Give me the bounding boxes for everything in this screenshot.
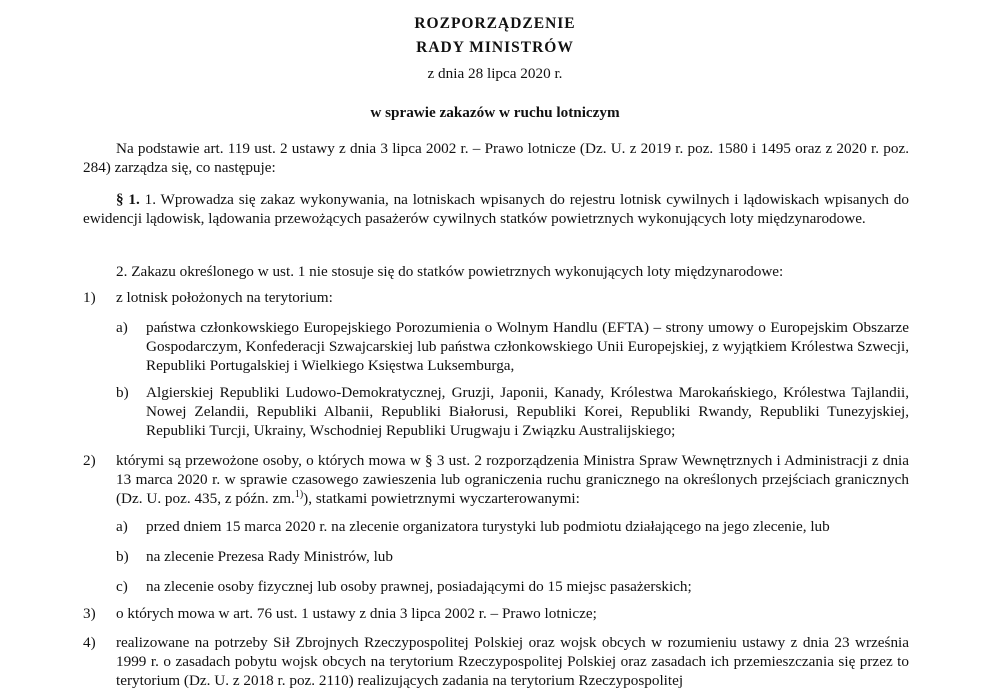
document-subject: w sprawie zakazów w ruchu lotniczym — [370, 104, 620, 121]
letter-text: na zlecenie osoby fizycznej lub osoby prawnej, posiadającymi do 15 miejsc pasażerskich; — [146, 578, 692, 595]
point-number: 3) — [83, 605, 96, 622]
letter-text: przed dniem 15 marca 2020 r. na zlecenie organizatora turystyki lub podmiotu działającego na jego zlecenie, lub — [146, 518, 830, 535]
point-text — [116, 451, 909, 508]
section-1-ust-1 — [83, 190, 909, 228]
document-title-line1: ROZPORZĄDZENIE — [414, 15, 576, 32]
section-1-ust-1-text: 1. Wprowadza się zakaz wykonywania, na lotniskach wpisanych do rejestru lotnisk cywilnych i lądowiskach wpisanych do ewidencji lądowisk, lądowania przewożących pasażerów cywilnych statków powietrznych wykonujących loty międzynarodowe. — [83, 191, 909, 227]
letter-label: a) — [116, 319, 128, 336]
letter-text: Algierskiej Republiki Ludowo-Demokratycznej, Gruzji, Japonii, Kanady, Królestwa Marokańskiego, Królestwa Tajlandii, Nowej Zelandii, Republiki Albanii, Republiki Białorusi, Republiki Korei, Republiki Rwandy, Republiki Tunezyjskiej, Republiki Turcji, Ukrainy, Wschodniej Republiki Urugwaju i Związku Australijskiego; — [146, 384, 909, 439]
letter-label: c) — [116, 578, 128, 595]
letter-label: a) — [116, 518, 128, 535]
point-number: 2) — [83, 452, 96, 469]
letter-text: państwa członkowskiego Europejskiego Porozumienia o Wolnym Handlu (EFTA) – strony umowy o Europejskim Obszarze Gospodarczym, Konfederacji Szwajcarskiej lub państwa członkowskiego Unii Europejskiej, z wyjątkiem Królestwa Szwecji, Republiki Portugalskiej i Wielkiego Księstwa Luksemburga, — [146, 319, 909, 374]
document-date: z dnia 28 lipca 2020 r. — [427, 65, 563, 82]
legal-basis-paragraph: Na podstawie art. 119 ust. 2 ustawy z dnia 3 lipca 2002 r. – Prawo lotnicze (Dz. U. z 2019 r. poz. 1580 i 1495 oraz z 2020 r. poz. 284) zarządza się, co następuje: — [83, 140, 909, 176]
point-text: o których mowa w art. 76 ust. 1 ustawy z dnia 3 lipca 2002 r. – Prawo lotnicze; — [116, 605, 597, 622]
point-text: z lotnisk położonych na terytorium: — [116, 289, 333, 306]
letter-label: b) — [116, 548, 129, 565]
section-label: § 1. — [116, 191, 140, 208]
point-number: 4) — [83, 634, 96, 651]
letter-label: b) — [116, 384, 129, 401]
document-title-line2: RADY MINISTRÓW — [416, 39, 574, 56]
point-text-part: ), statkami powietrznymi wyczarterowanymi: — [303, 490, 580, 507]
letter-text: na zlecenie Prezesa Rady Ministrów, lub — [146, 548, 393, 565]
point-number: 1) — [83, 289, 96, 306]
point-text: realizowane na potrzeby Sił Zbrojnych Rzeczypospolitej Polskiej oraz wojsk obcych w rozumieniu ustawy z dnia 23 września 1999 r. o zasadach pobytu wojsk obcych na terytorium Rzeczypospolitej Polskiej oraz zasadach ich przemieszczania się przez to terytorium (Dz. U. z 2018 r. poz. 2110) realizujących zadania na terytorium Rzeczypospolitej — [116, 634, 909, 689]
point-text-part: którymi są przewożone osoby, o których mowa w § 3 ust. 2 rozporządzenia Ministra Spraw Wewnętrznych i Administracji z dnia 13 marca 2020 r. w sprawie czasowego zawieszenia lub ograniczenia ruchu granicznego na określonych przejściach granicznych (Dz. U. poz. 435, z późn. zm. — [116, 452, 909, 507]
section-1-ust-2: 2. Zakazu określonego w ust. 1 nie stosuje się do statków powietrznych wykonujących loty międzynarodowe: — [116, 263, 784, 280]
footnote-marker: 1) — [294, 488, 304, 500]
